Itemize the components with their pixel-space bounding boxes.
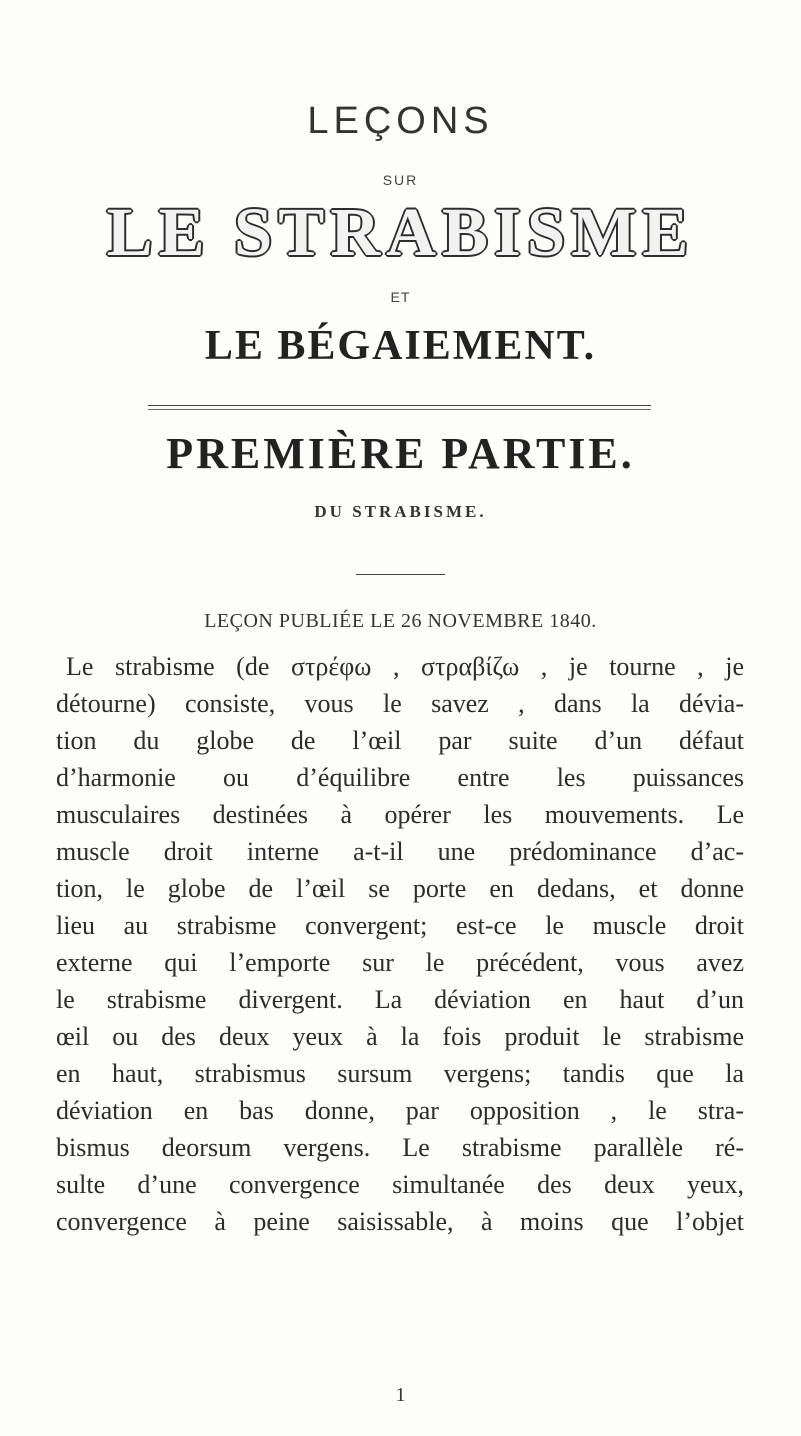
short-rule-divider [356, 574, 445, 575]
text-line: Le strabisme (de στρέφω , στραβίζω , je tourne , je [66, 652, 744, 681]
text-line: muscle droit interne a-t-il une prédominance d’ac- [56, 837, 744, 866]
text-line: tion, le globe de l’œil se porte en dedans, et donne [56, 874, 744, 903]
main-title: LE STRABISME [106, 194, 695, 270]
part-title: PREMIÈRE PARTIE. [166, 429, 635, 478]
text-line: d’harmonie ou d’équilibre entre les puissances [56, 763, 744, 792]
text-line: détourne) consiste, vous le savez , dans la dévia- [56, 689, 744, 718]
text-line: œil ou des deux yeux à la fois produit le strabisme [56, 1022, 744, 1051]
page-number: 1 [395, 1384, 406, 1406]
text-line: bismus deorsum vergens. Le strabisme parallèle ré- [56, 1133, 744, 1162]
title-lecons: LEÇONS [307, 100, 494, 142]
text-line: en haut, strabismus sursum vergens; tandis que la [56, 1059, 744, 1088]
text-line: sulte d’une convergence simultanée des deux yeux, [56, 1170, 744, 1199]
body-paragraph [56, 648, 744, 1240]
double-rule-divider [148, 405, 651, 410]
lecture-date: LEÇON PUBLIÉE LE 26 NOVEMBRE 1840. [204, 610, 597, 632]
text-line: lieu au strabisme convergent; est-ce le muscle droit [56, 911, 744, 940]
title-sur: SUR [382, 172, 419, 188]
part-subtitle: DU STRABISME. [314, 502, 487, 521]
text-line: convergence à peine saisissable, à moins que l’objet [56, 1207, 744, 1236]
text-line: externe qui l’emporte sur le précédent, vous avez [56, 948, 744, 977]
text-line: le strabisme divergent. La déviation en haut d’un [56, 985, 744, 1014]
second-title: LE BÉGAIEMENT. [204, 323, 597, 369]
text-line: musculaires destinées à opérer les mouvements. Le [56, 800, 744, 829]
title-et: ET [390, 289, 411, 305]
text-line: déviation en bas donne, par opposition , le stra- [56, 1096, 744, 1125]
text-line: tion du globe de l’œil par suite d’un défaut [56, 726, 744, 755]
